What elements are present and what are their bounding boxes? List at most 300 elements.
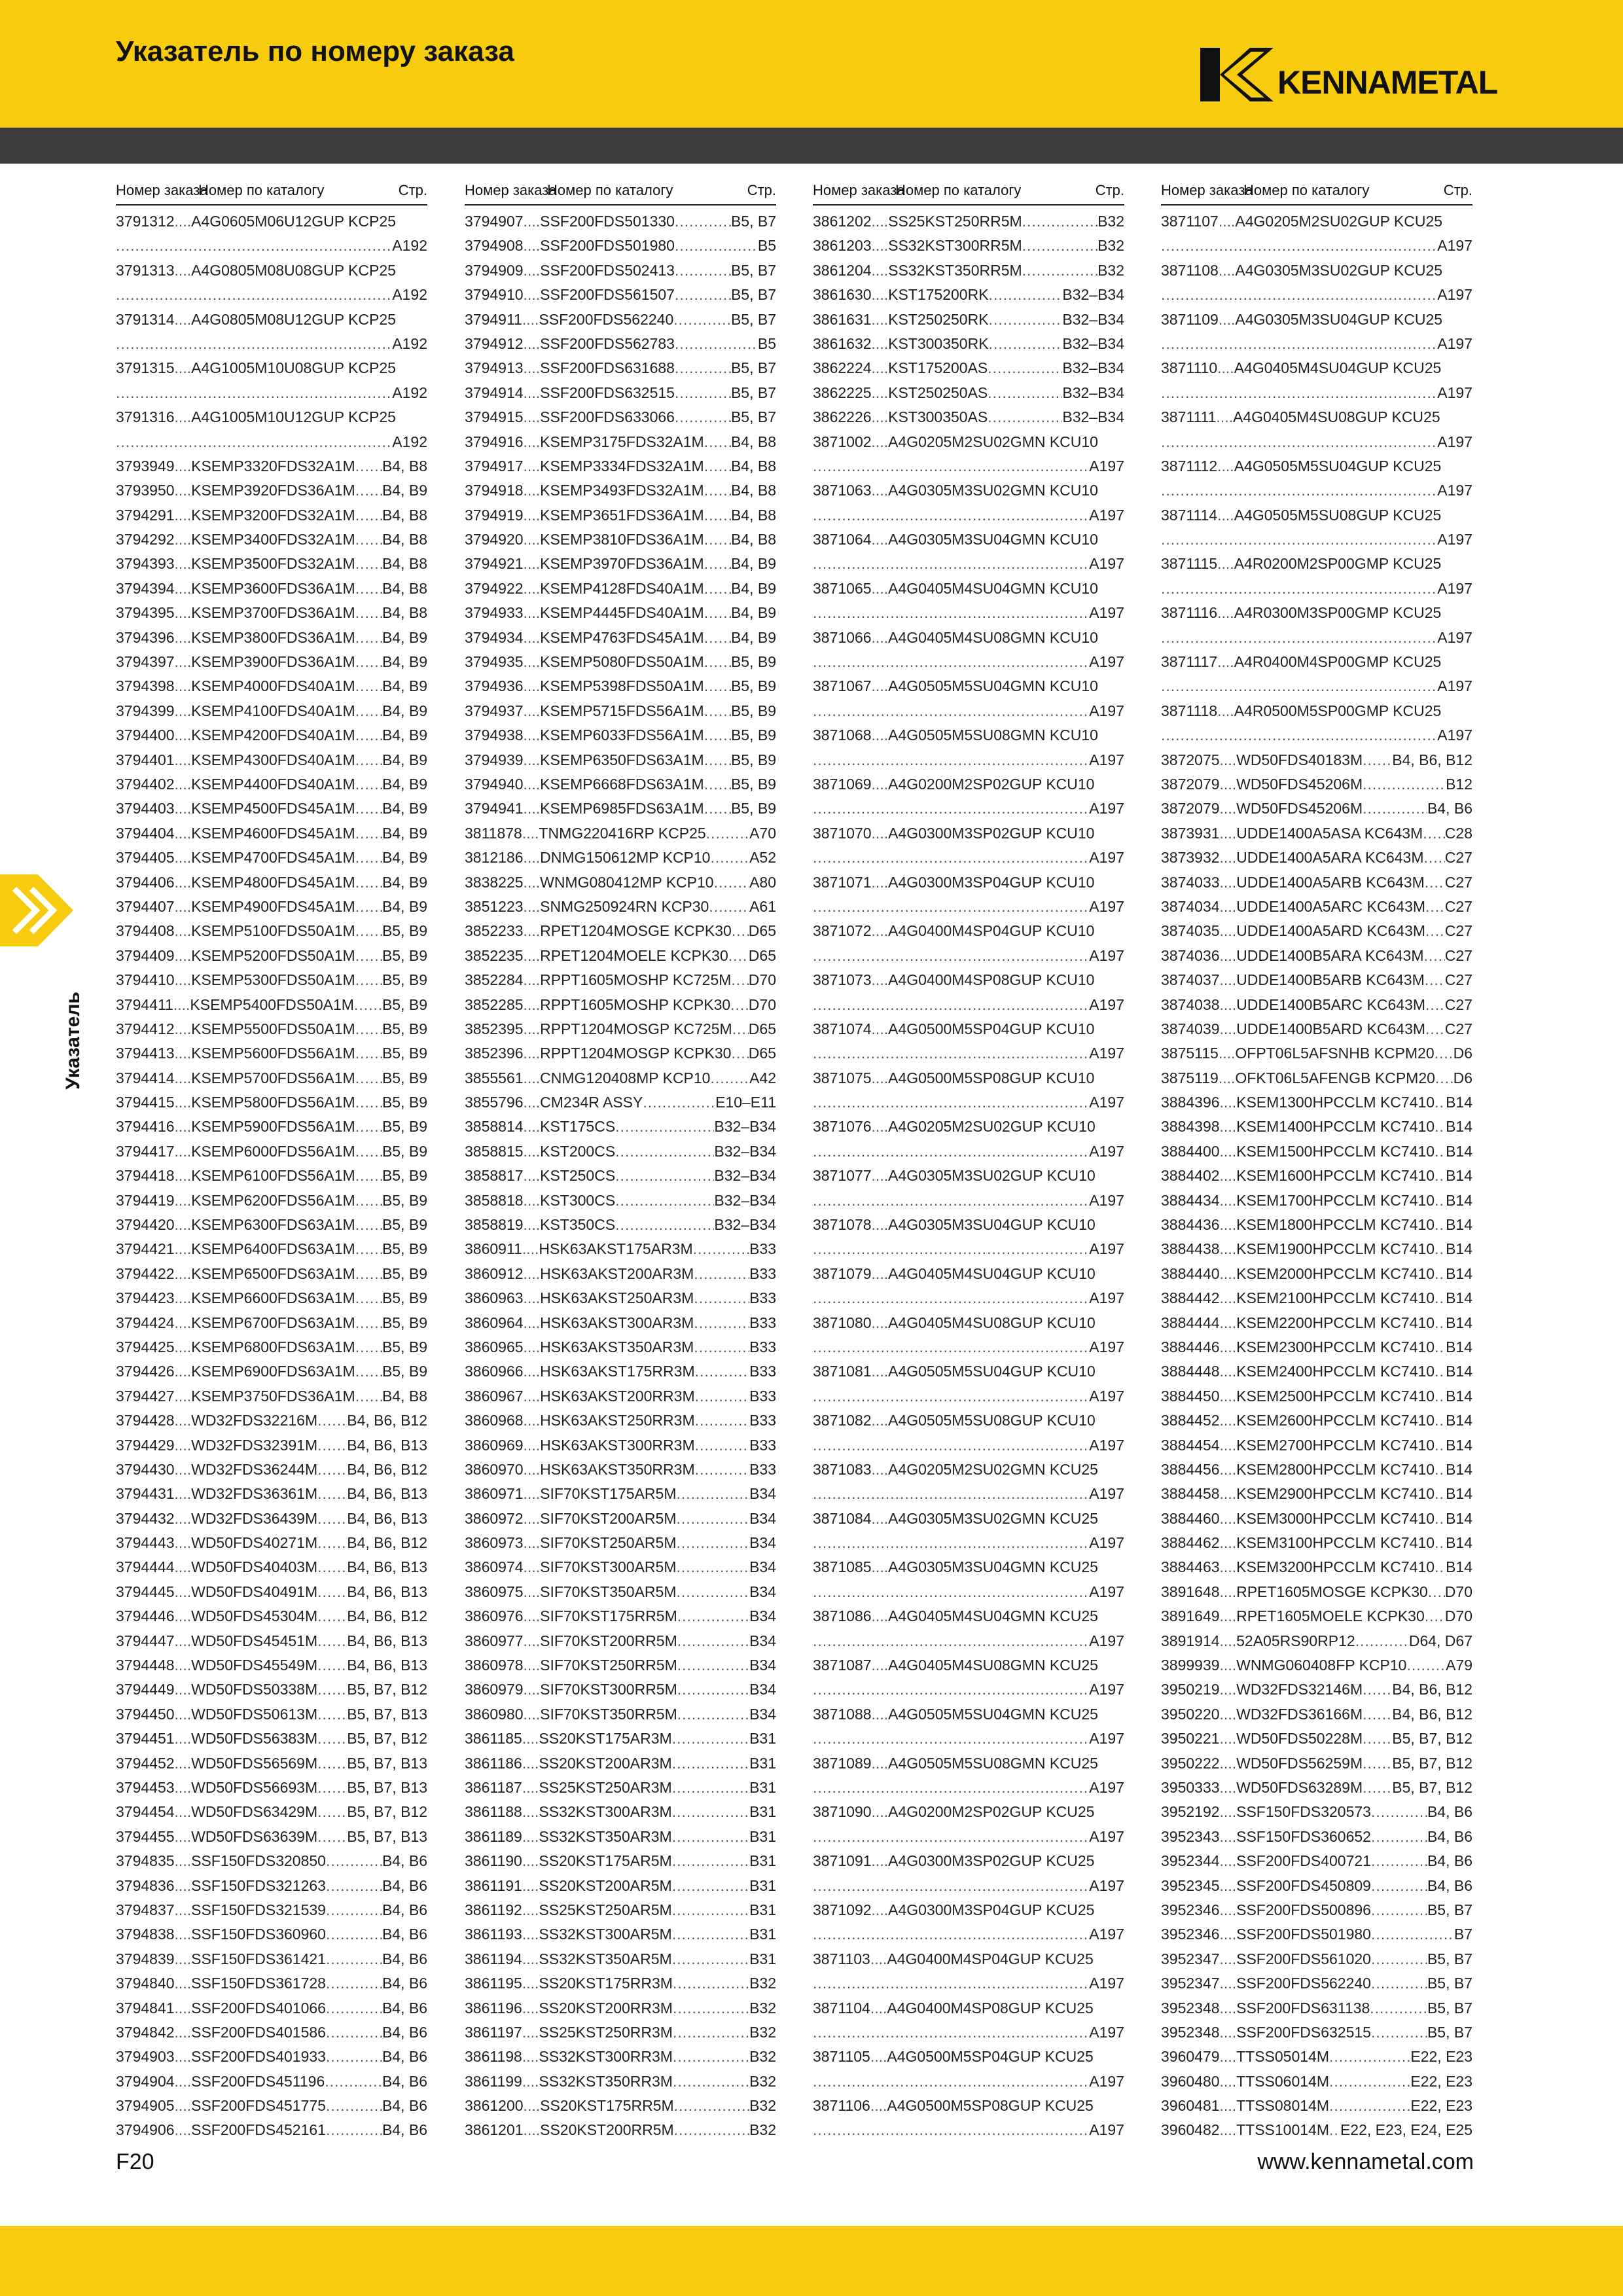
page-reference[interactable]: B5, B7 bbox=[730, 408, 776, 426]
page-reference[interactable]: B14 bbox=[1446, 1216, 1472, 1234]
page-reference[interactable]: B4, B6, B12 bbox=[347, 1412, 427, 1429]
page-reference[interactable]: B5, B9 bbox=[382, 1118, 427, 1136]
page-reference[interactable]: A197 bbox=[1089, 751, 1124, 768]
order-number: 3871078 bbox=[813, 1216, 872, 1234]
dot-leader bbox=[1435, 1237, 1446, 1261]
page-reference[interactable]: B14 bbox=[1446, 1265, 1472, 1282]
page-reference[interactable]: B31 bbox=[749, 1827, 776, 1845]
page-reference[interactable]: B34 bbox=[749, 1607, 776, 1625]
page-reference[interactable]: B7 bbox=[1454, 1926, 1472, 1943]
page-reference[interactable]: B14 bbox=[1446, 1289, 1472, 1307]
page-reference[interactable]: D65 bbox=[748, 922, 776, 940]
page-reference[interactable]: B5, B7 bbox=[1427, 2023, 1472, 2041]
page-reference[interactable]: A197 bbox=[1089, 2121, 1124, 2139]
page-reference[interactable]: A70 bbox=[749, 824, 776, 842]
page-reference[interactable]: A197 bbox=[1089, 1289, 1124, 1307]
page-reference[interactable]: A197 bbox=[1089, 1681, 1124, 1698]
page-reference[interactable]: C27 bbox=[1444, 1020, 1472, 1037]
page-reference[interactable]: B4, B6, B12 bbox=[1392, 751, 1472, 768]
page-reference[interactable]: A197 bbox=[1437, 237, 1472, 255]
table-row bbox=[1161, 944, 1472, 968]
dot-leader bbox=[730, 993, 749, 1017]
page-reference[interactable]: A197 bbox=[1089, 1436, 1124, 1454]
page-reference[interactable]: B4, B6 bbox=[382, 1999, 427, 2017]
page-reference[interactable]: B31 bbox=[749, 1876, 776, 1894]
page-reference[interactable]: A79 bbox=[1446, 1657, 1472, 1674]
page-reference[interactable]: B4, B6, B13 bbox=[347, 1509, 427, 1527]
page-reference[interactable]: B5, B9 bbox=[382, 1191, 427, 1209]
order-number: 3874039 bbox=[1161, 1020, 1220, 1037]
page-reference[interactable]: B5, B7, B12 bbox=[1392, 1754, 1472, 1772]
page-reference[interactable]: B4, B9 bbox=[382, 677, 427, 695]
page-reference[interactable]: C28 bbox=[1444, 824, 1472, 842]
table-row bbox=[465, 2118, 776, 2142]
page-reference[interactable]: B4, B9 bbox=[382, 482, 427, 499]
page-reference[interactable]: A42 bbox=[749, 1069, 776, 1086]
page-reference[interactable]: B31 bbox=[749, 1852, 776, 1870]
page-reference[interactable]: B5, B9 bbox=[730, 800, 776, 817]
order-number: 3861195 bbox=[465, 1975, 522, 1992]
dot-leader: .... bbox=[174, 1289, 192, 1307]
page-reference[interactable]: D6 bbox=[1453, 1045, 1472, 1062]
page-reference[interactable]: B32 bbox=[1097, 237, 1124, 255]
order-number: 3862226 bbox=[813, 408, 872, 426]
page-reference[interactable]: B32–B34 bbox=[714, 1142, 776, 1160]
page-reference[interactable]: A192 bbox=[392, 286, 427, 304]
page-reference[interactable]: B32–B34 bbox=[1062, 384, 1124, 401]
page-reference[interactable]: B31 bbox=[749, 1901, 776, 1918]
page-reference[interactable]: A197 bbox=[1089, 1926, 1124, 1943]
page-reference[interactable]: B5 bbox=[757, 334, 776, 352]
page-reference[interactable]: B4, B8 bbox=[382, 1387, 427, 1405]
page-reference[interactable]: B5, B9 bbox=[382, 1216, 427, 1234]
page-reference[interactable]: A192 bbox=[392, 384, 427, 401]
page-reference[interactable]: A197 bbox=[1437, 726, 1472, 744]
page-reference[interactable]: B4, B6, B12 bbox=[1392, 1681, 1472, 1698]
page-reference[interactable]: B5, B9 bbox=[382, 1020, 427, 1037]
page-reference[interactable]: D70 bbox=[1444, 1583, 1472, 1600]
page-reference[interactable]: B5, B9 bbox=[730, 677, 776, 695]
table-row bbox=[1161, 503, 1472, 528]
page-reference[interactable]: B34 bbox=[749, 1485, 776, 1503]
page-reference[interactable]: E22, E23 bbox=[1410, 2072, 1472, 2090]
page-reference[interactable]: B5, B9 bbox=[382, 1314, 427, 1331]
page-reference[interactable]: B32 bbox=[749, 2121, 776, 2139]
page-reference[interactable]: B4, B6 bbox=[382, 1975, 427, 1992]
page-reference[interactable]: B4, B8 bbox=[730, 506, 776, 524]
page-reference[interactable]: A197 bbox=[1089, 1338, 1124, 1355]
page-reference[interactable]: A197 bbox=[1089, 2023, 1124, 2041]
page-reference[interactable]: B4, B6, B12 bbox=[347, 1534, 427, 1552]
page-reference[interactable]: B14 bbox=[1446, 1118, 1472, 1136]
page-reference[interactable]: B31 bbox=[749, 1950, 776, 1967]
page-reference[interactable]: B4, B6 bbox=[382, 2072, 427, 2090]
page-reference[interactable]: B5, B7 bbox=[730, 359, 776, 377]
page-reference[interactable]: B4, B8 bbox=[382, 506, 427, 524]
page-reference[interactable]: A197 bbox=[1089, 457, 1124, 475]
page-reference[interactable]: A197 bbox=[1089, 1534, 1124, 1552]
order-number: 3794292 bbox=[116, 531, 175, 548]
page-reference[interactable]: B32–B34 bbox=[714, 1118, 776, 1136]
page-reference[interactable]: B33 bbox=[749, 1265, 776, 1282]
page-reference[interactable]: B32 bbox=[749, 2097, 776, 2115]
page-reference[interactable]: A197 bbox=[1089, 555, 1124, 573]
page-reference[interactable]: B5, B7 bbox=[730, 384, 776, 401]
page-reference[interactable]: D70 bbox=[1444, 1607, 1472, 1625]
page-reference[interactable]: B5, B9 bbox=[382, 1094, 427, 1111]
catalog-number: KSEMP3493FDS32A1M bbox=[540, 482, 704, 499]
catalog-number: OFPT06L5AFSNHB KCPM20 bbox=[1235, 1045, 1435, 1062]
page-reference[interactable]: B4, B6, B13 bbox=[347, 1632, 427, 1649]
page-reference[interactable]: A197 bbox=[1089, 1387, 1124, 1405]
page-reference[interactable]: B5, B9 bbox=[382, 946, 427, 964]
dot-leader bbox=[1435, 1189, 1446, 1213]
page-reference[interactable]: B4, B9 bbox=[382, 849, 427, 867]
page-reference[interactable]: B4, B6 bbox=[382, 1876, 427, 1894]
table-row bbox=[465, 2094, 776, 2118]
page-reference[interactable]: B33 bbox=[749, 1314, 776, 1331]
page-reference[interactable]: C27 bbox=[1444, 897, 1472, 915]
table-row bbox=[1161, 748, 1472, 772]
page-reference[interactable]: B5, B9 bbox=[382, 1338, 427, 1355]
page-reference[interactable]: B4, B6, B13 bbox=[347, 1436, 427, 1454]
dot-leader bbox=[704, 454, 731, 478]
page-reference[interactable]: B4, B6, B12 bbox=[347, 1460, 427, 1478]
page-reference[interactable]: A197 bbox=[1089, 1779, 1124, 1796]
page-reference[interactable]: B32–B34 bbox=[1062, 310, 1124, 328]
page-reference[interactable]: A197 bbox=[1089, 653, 1124, 671]
page-reference[interactable]: A197 bbox=[1089, 1240, 1124, 1258]
page-reference[interactable]: B4, B9 bbox=[730, 628, 776, 646]
page-reference[interactable]: B4, B8 bbox=[730, 531, 776, 548]
page-reference[interactable]: C27 bbox=[1444, 849, 1472, 867]
order-number: 3852284 bbox=[465, 971, 524, 989]
page-reference[interactable]: B4, B6, B12 bbox=[347, 1607, 427, 1625]
page-reference[interactable]: B4, B6 bbox=[382, 2023, 427, 2041]
page-reference[interactable]: B5, B9 bbox=[382, 922, 427, 940]
page-reference[interactable]: B4, B8 bbox=[382, 579, 427, 597]
page-reference[interactable]: B4, B9 bbox=[730, 604, 776, 622]
page-reference[interactable]: B14 bbox=[1446, 1191, 1472, 1209]
page-reference[interactable]: A197 bbox=[1437, 579, 1472, 597]
page-reference[interactable]: B5, B7, B13 bbox=[347, 1705, 427, 1723]
page-reference[interactable]: B4, B6, B13 bbox=[347, 1558, 427, 1576]
page-reference[interactable]: B4, B6 bbox=[1427, 1803, 1472, 1821]
page-reference[interactable]: B4, B9 bbox=[382, 702, 427, 719]
page-reference[interactable]: D65 bbox=[748, 1020, 776, 1037]
page-reference[interactable]: B5, B7, B12 bbox=[347, 1681, 427, 1698]
catalog-number: A4G0505M5SU08GUP KCU25 bbox=[1234, 506, 1442, 524]
page-reference[interactable]: B5, B9 bbox=[382, 1363, 427, 1380]
page-reference[interactable]: B34 bbox=[749, 1509, 776, 1527]
page-reference[interactable]: A197 bbox=[1437, 677, 1472, 695]
page-reference[interactable]: B14 bbox=[1446, 1338, 1472, 1355]
page-reference[interactable]: D70 bbox=[748, 996, 776, 1013]
page-reference[interactable]: B33 bbox=[749, 1338, 776, 1355]
page-reference[interactable]: B5, B7 bbox=[730, 286, 776, 304]
page-reference[interactable]: B4, B6 bbox=[1427, 1876, 1472, 1894]
page-reference[interactable]: C27 bbox=[1444, 922, 1472, 940]
table-row bbox=[1161, 846, 1472, 870]
page-reference[interactable]: D6 bbox=[1453, 1069, 1472, 1086]
page-reference[interactable]: B14 bbox=[1446, 1485, 1472, 1503]
page-reference[interactable]: B4, B9 bbox=[382, 800, 427, 817]
page-reference[interactable]: B4, B9 bbox=[382, 824, 427, 842]
page-reference[interactable]: B33 bbox=[749, 1460, 776, 1478]
page-reference[interactable]: B4, B6, B13 bbox=[347, 1485, 427, 1503]
page-reference[interactable]: B4, B6 bbox=[382, 1950, 427, 1967]
page-reference[interactable]: B5, B7 bbox=[1427, 1999, 1472, 2017]
page-reference[interactable]: B4, B6 bbox=[1427, 1827, 1472, 1845]
page-reference[interactable]: B31 bbox=[749, 1779, 776, 1796]
page-reference[interactable]: B4, B9 bbox=[382, 628, 427, 646]
page-reference[interactable]: A80 bbox=[749, 873, 776, 891]
page-reference[interactable]: B32–B34 bbox=[714, 1167, 776, 1185]
page-reference[interactable]: B32–B34 bbox=[1062, 286, 1124, 304]
page-reference[interactable]: B5, B9 bbox=[382, 1167, 427, 1185]
page-reference[interactable]: B4, B6, B13 bbox=[347, 1657, 427, 1674]
page-reference[interactable]: A61 bbox=[749, 897, 776, 915]
order-number: 3794428 bbox=[116, 1412, 175, 1429]
page-reference[interactable]: B14 bbox=[1446, 1363, 1472, 1380]
page-reference[interactable]: B4, B6 bbox=[382, 1926, 427, 1943]
page-reference[interactable]: B4, B9 bbox=[382, 726, 427, 744]
page-reference[interactable]: A197 bbox=[1437, 433, 1472, 450]
page-reference[interactable]: B34 bbox=[749, 1583, 776, 1600]
catalog-number: KSEMP4400FDS40A1M bbox=[191, 775, 355, 793]
page-reference[interactable]: B5, B9 bbox=[730, 751, 776, 768]
page-reference[interactable]: A197 bbox=[1089, 1730, 1124, 1748]
page-reference[interactable]: A197 bbox=[1089, 1632, 1124, 1649]
page-reference[interactable]: A197 bbox=[1089, 1827, 1124, 1845]
page-reference[interactable]: A197 bbox=[1089, 1191, 1124, 1209]
page-reference[interactable]: B33 bbox=[749, 1240, 776, 1258]
page-reference[interactable]: A197 bbox=[1089, 506, 1124, 524]
page-reference[interactable]: A192 bbox=[392, 237, 427, 255]
page-reference[interactable]: B5, B9 bbox=[382, 1045, 427, 1062]
page-reference[interactable]: B5, B9 bbox=[382, 1289, 427, 1307]
page-reference[interactable]: B31 bbox=[749, 1926, 776, 1943]
page-reference[interactable]: A197 bbox=[1089, 897, 1124, 915]
page-reference[interactable]: B5, B9 bbox=[730, 653, 776, 671]
page-reference[interactable]: B5, B7 bbox=[1427, 1950, 1472, 1967]
page-reference[interactable]: A197 bbox=[1089, 800, 1124, 817]
page-reference[interactable]: B5, B7, B13 bbox=[347, 1779, 427, 1796]
page-reference[interactable]: A197 bbox=[1089, 849, 1124, 867]
page-reference[interactable]: C27 bbox=[1444, 971, 1472, 989]
page-reference[interactable]: A197 bbox=[1089, 996, 1124, 1013]
page-reference[interactable]: B5, B9 bbox=[730, 775, 776, 793]
page-reference[interactable]: B14 bbox=[1446, 1387, 1472, 1405]
page-reference[interactable]: B4, B8 bbox=[382, 555, 427, 573]
page-reference[interactable]: B4, B9 bbox=[382, 653, 427, 671]
page-reference[interactable]: B14 bbox=[1446, 1412, 1472, 1429]
page-reference[interactable]: B34 bbox=[749, 1558, 776, 1576]
page-reference[interactable]: B4, B6, B13 bbox=[347, 1583, 427, 1600]
page-reference[interactable]: B5, B7, B13 bbox=[347, 1754, 427, 1772]
page-reference[interactable]: B4, B9 bbox=[730, 555, 776, 573]
page-reference[interactable]: A197 bbox=[1089, 1142, 1124, 1160]
dot-leader bbox=[355, 944, 382, 968]
page-reference[interactable]: E10–E11 bbox=[715, 1094, 776, 1111]
page-reference[interactable]: B32 bbox=[1097, 213, 1124, 230]
page-reference[interactable]: D65 bbox=[748, 946, 776, 964]
website-link[interactable]: www.kennametal.com bbox=[1257, 2149, 1474, 2174]
page-reference[interactable]: B33 bbox=[749, 1412, 776, 1429]
page-reference[interactable]: A197 bbox=[1089, 702, 1124, 719]
page-reference[interactable]: D64, D67 bbox=[1408, 1632, 1472, 1649]
page-reference[interactable]: B14 bbox=[1446, 1094, 1472, 1111]
page-reference[interactable]: B5, B7, B12 bbox=[347, 1803, 427, 1821]
catalog-number: KSEM2200HPCCLM KC7410 bbox=[1236, 1314, 1435, 1331]
catalog-number: RPET1204MOSGE KCPK30 bbox=[540, 922, 732, 940]
page-reference[interactable]: B34 bbox=[749, 1657, 776, 1674]
table-row-continuation bbox=[813, 895, 1124, 919]
page-reference[interactable]: B32–B34 bbox=[714, 1191, 776, 1209]
page-reference[interactable]: B14 bbox=[1446, 1509, 1472, 1527]
page-reference[interactable]: E22, E23, E24, E25 bbox=[1340, 2121, 1472, 2139]
page-reference[interactable]: B14 bbox=[1446, 1436, 1472, 1454]
table-row bbox=[813, 821, 1124, 846]
page-reference[interactable]: A197 bbox=[1089, 1094, 1124, 1111]
page-reference[interactable]: B4, B9 bbox=[382, 775, 427, 793]
page-reference[interactable]: B4, B6 bbox=[1427, 1852, 1472, 1870]
page-reference[interactable]: A197 bbox=[1437, 482, 1472, 499]
page-reference[interactable]: A197 bbox=[1437, 628, 1472, 646]
page-reference[interactable]: B5, B9 bbox=[382, 1240, 427, 1258]
page-reference[interactable]: B5, B7 bbox=[1427, 1901, 1472, 1918]
page-reference[interactable]: B32 bbox=[749, 1999, 776, 2017]
page-reference[interactable]: B5, B7, B12 bbox=[1392, 1779, 1472, 1796]
page-reference[interactable]: B34 bbox=[749, 1681, 776, 1698]
page-reference[interactable]: B4, B6, B12 bbox=[1392, 1705, 1472, 1723]
page-reference[interactable]: B14 bbox=[1446, 1534, 1472, 1552]
page-reference[interactable]: B4, B8 bbox=[382, 604, 427, 622]
table-row bbox=[116, 577, 427, 601]
page-reference[interactable]: B34 bbox=[749, 1705, 776, 1723]
page-reference[interactable]: B31 bbox=[749, 1803, 776, 1821]
page-reference[interactable]: B5, B9 bbox=[382, 996, 427, 1013]
page-reference[interactable]: A52 bbox=[749, 849, 776, 867]
page-reference[interactable]: B5, B7 bbox=[730, 213, 776, 230]
page-reference[interactable]: B5, B7 bbox=[730, 261, 776, 279]
page-reference[interactable]: B33 bbox=[749, 1289, 776, 1307]
page-reference[interactable]: B5, B9 bbox=[382, 971, 427, 989]
page-reference[interactable]: B4, B6 bbox=[382, 1901, 427, 1918]
page-reference[interactable]: A197 bbox=[1089, 1045, 1124, 1062]
page-reference[interactable]: B4, B6 bbox=[382, 2121, 427, 2139]
page-reference[interactable]: A192 bbox=[392, 433, 427, 450]
page-reference[interactable]: B5, B7 bbox=[730, 310, 776, 328]
page-reference[interactable]: A197 bbox=[1089, 2072, 1124, 2090]
page-reference[interactable]: A192 bbox=[392, 334, 427, 352]
page-reference[interactable]: C27 bbox=[1444, 946, 1472, 964]
page-reference[interactable]: B4, B6 bbox=[382, 2097, 427, 2115]
page-reference[interactable]: B5 bbox=[757, 237, 776, 255]
order-number: 3871118 bbox=[1161, 702, 1218, 719]
page-reference[interactable]: C27 bbox=[1444, 873, 1472, 891]
page-reference[interactable]: B5, B7, B13 bbox=[347, 1827, 427, 1845]
page-reference[interactable]: B32 bbox=[749, 2072, 776, 2090]
page-reference[interactable]: B32 bbox=[749, 1975, 776, 1992]
page-reference[interactable]: B32–B34 bbox=[1062, 408, 1124, 426]
page-reference[interactable]: B14 bbox=[1446, 1240, 1472, 1258]
page-reference[interactable]: B33 bbox=[749, 1363, 776, 1380]
page-reference[interactable]: A197 bbox=[1437, 286, 1472, 304]
page-reference[interactable]: B14 bbox=[1446, 1314, 1472, 1331]
page-reference[interactable]: B32–B34 bbox=[714, 1216, 776, 1234]
page-reference[interactable]: B5, B9 bbox=[382, 1142, 427, 1160]
page-reference[interactable]: B32 bbox=[749, 2048, 776, 2066]
page-reference[interactable]: B4, B9 bbox=[382, 751, 427, 768]
page-reference[interactable]: A197 bbox=[1089, 946, 1124, 964]
page-reference[interactable]: A197 bbox=[1089, 1975, 1124, 1992]
order-number: 3794403 bbox=[116, 800, 175, 817]
page-reference[interactable]: B32 bbox=[1097, 261, 1124, 279]
order-number: 3874034 bbox=[1161, 897, 1220, 915]
page-reference[interactable]: B5, B9 bbox=[382, 1265, 427, 1282]
page-reference[interactable]: E22, E23 bbox=[1410, 2048, 1472, 2066]
page-reference[interactable]: B5, B9 bbox=[730, 726, 776, 744]
page-reference[interactable]: D70 bbox=[748, 971, 776, 989]
page-reference[interactable]: B4, B8 bbox=[382, 531, 427, 548]
page-reference[interactable]: B4, B8 bbox=[382, 457, 427, 475]
page-reference[interactable]: B14 bbox=[1446, 1460, 1472, 1478]
page-reference[interactable]: B33 bbox=[749, 1436, 776, 1454]
page-reference[interactable]: A197 bbox=[1437, 384, 1472, 401]
page-reference[interactable]: B34 bbox=[749, 1632, 776, 1649]
page-reference[interactable]: A197 bbox=[1089, 1876, 1124, 1894]
page-reference[interactable]: B4, B8 bbox=[730, 433, 776, 450]
page-reference[interactable]: A197 bbox=[1437, 531, 1472, 548]
catalog-number: SIF70KST200AR5M bbox=[540, 1509, 677, 1527]
page-reference[interactable]: C27 bbox=[1444, 996, 1472, 1013]
page-reference[interactable]: B14 bbox=[1446, 1558, 1472, 1576]
page-reference[interactable]: B33 bbox=[749, 1387, 776, 1405]
page-reference[interactable]: B32–B34 bbox=[1062, 334, 1124, 352]
page-reference[interactable]: D65 bbox=[748, 1045, 776, 1062]
page-reference[interactable]: B5, B9 bbox=[382, 1069, 427, 1086]
page-reference[interactable]: B32 bbox=[749, 2023, 776, 2041]
page-reference[interactable]: B32–B34 bbox=[1062, 359, 1124, 377]
page-reference[interactable]: A197 bbox=[1089, 1485, 1124, 1503]
page-reference[interactable]: B4, B8 bbox=[730, 482, 776, 499]
dot-leader bbox=[1435, 1090, 1446, 1115]
page-reference[interactable]: B5, B9 bbox=[730, 702, 776, 719]
page-reference[interactable]: B5, B7, B12 bbox=[347, 1730, 427, 1748]
page-reference[interactable]: B4, B9 bbox=[730, 579, 776, 597]
page-reference[interactable]: B4, B9 bbox=[382, 873, 427, 891]
order-number: 3794394 bbox=[116, 579, 175, 597]
page-reference[interactable]: B14 bbox=[1446, 1142, 1472, 1160]
page-reference[interactable]: B4, B6 bbox=[382, 2048, 427, 2066]
page-reference[interactable]: B4, B6 bbox=[1427, 800, 1472, 817]
page-reference[interactable]: B14 bbox=[1446, 1167, 1472, 1185]
page-reference[interactable]: E22, E23 bbox=[1410, 2097, 1472, 2115]
page-reference[interactable]: A197 bbox=[1437, 334, 1472, 352]
page-reference[interactable]: B31 bbox=[749, 1730, 776, 1748]
page-reference[interactable]: B12 bbox=[1446, 775, 1472, 793]
page-reference[interactable]: B4, B8 bbox=[730, 457, 776, 475]
page-reference[interactable]: B34 bbox=[749, 1534, 776, 1552]
page-reference[interactable]: B5, B7 bbox=[1427, 1975, 1472, 1992]
page-reference[interactable]: A197 bbox=[1089, 604, 1124, 622]
page-reference[interactable]: B31 bbox=[749, 1754, 776, 1772]
page-reference[interactable]: A197 bbox=[1089, 1583, 1124, 1600]
page-reference[interactable]: B4, B6 bbox=[382, 1852, 427, 1870]
page-reference[interactable]: B4, B9 bbox=[382, 897, 427, 915]
page-reference[interactable]: B5, B7, B12 bbox=[1392, 1730, 1472, 1748]
